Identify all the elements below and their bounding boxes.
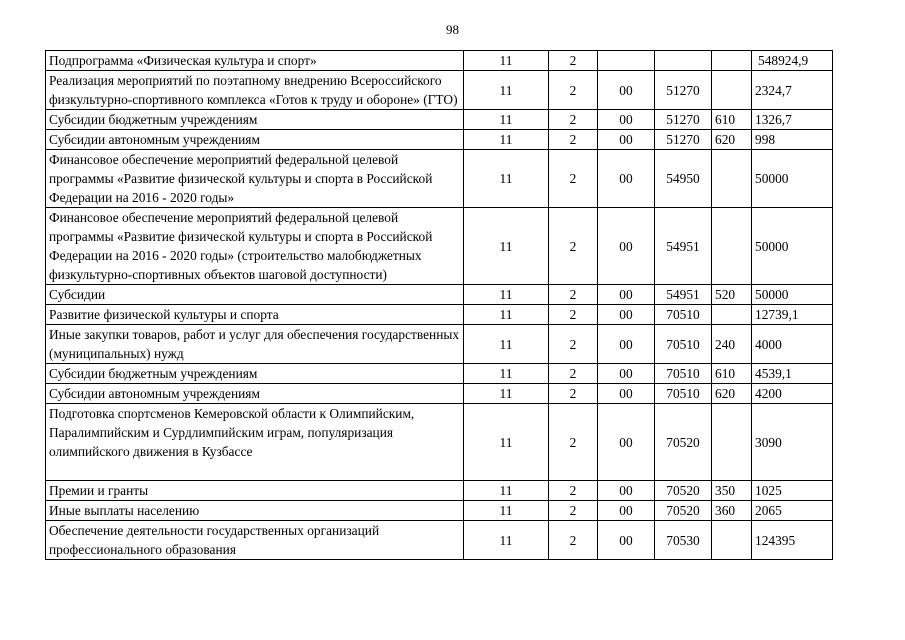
row-name: Иные закупки товаров, работ и услуг для обеспечения государственных (муниципальных) нужд [46, 325, 464, 364]
row-amount: 1326,7 [752, 110, 833, 130]
row-amount: 3090 [752, 404, 833, 481]
row-subsection: 2 [549, 305, 598, 325]
row-subsection: 2 [549, 110, 598, 130]
row-subsection: 2 [549, 325, 598, 364]
table-row [46, 384, 833, 404]
row-amount: 2065 [752, 501, 833, 521]
row-expense-type [712, 404, 752, 481]
row-subsection: 2 [549, 130, 598, 150]
row-amount: 4200 [752, 384, 833, 404]
row-amount: 124395 [752, 521, 833, 560]
row-program [598, 51, 655, 71]
row-program: 00 [598, 150, 655, 208]
row-direction: 70520 [655, 404, 712, 481]
row-direction: 51270 [655, 130, 712, 150]
row-expense-type: 610 [712, 364, 752, 384]
row-direction: 54951 [655, 285, 712, 305]
row-section: 11 [464, 384, 549, 404]
row-expense-type [712, 208, 752, 285]
row-name: Субсидии автономным учреждениям [46, 130, 464, 150]
row-amount: 4000 [752, 325, 833, 364]
row-name: Финансовое обеспечение мероприятий федеральной целевой программы «Развитие физической культуры и спорта в Российской Федерации на 2016 - 2020 годы» [46, 150, 464, 208]
row-section: 11 [464, 150, 549, 208]
table-row [46, 521, 833, 560]
row-section: 11 [464, 110, 549, 130]
row-amount: 998 [752, 130, 833, 150]
row-section: 11 [464, 521, 549, 560]
row-name: Субсидии бюджетным учреждениям [46, 110, 464, 130]
row-program: 00 [598, 364, 655, 384]
table-row [46, 364, 833, 384]
row-program: 00 [598, 130, 655, 150]
row-section: 11 [464, 501, 549, 521]
row-direction: 70510 [655, 384, 712, 404]
row-section: 11 [464, 71, 549, 110]
row-section: 11 [464, 481, 549, 501]
table-row [46, 150, 833, 208]
row-subsection: 2 [549, 285, 598, 305]
row-subsection: 2 [549, 71, 598, 110]
row-amount: 1025 [752, 481, 833, 501]
row-section: 11 [464, 364, 549, 384]
table-row [46, 51, 833, 71]
row-direction: 70530 [655, 521, 712, 560]
row-expense-type [712, 521, 752, 560]
row-section: 11 [464, 325, 549, 364]
row-program: 00 [598, 110, 655, 130]
row-subsection: 2 [549, 501, 598, 521]
page-number: 98 [446, 22, 459, 37]
row-program: 00 [598, 481, 655, 501]
row-amount: 12739,1 [752, 305, 833, 325]
row-amount: 50000 [752, 208, 833, 285]
table-body [46, 51, 833, 560]
row-program: 00 [598, 384, 655, 404]
row-direction: 54950 [655, 150, 712, 208]
row-expense-type [712, 71, 752, 110]
row-program: 00 [598, 521, 655, 560]
row-direction: 70520 [655, 501, 712, 521]
table-row [46, 130, 833, 150]
table-row [46, 285, 833, 305]
row-subsection: 2 [549, 384, 598, 404]
row-expense-type: 240 [712, 325, 752, 364]
row-section: 11 [464, 130, 549, 150]
row-expense-type [712, 150, 752, 208]
row-section: 11 [464, 404, 549, 481]
row-subsection: 2 [549, 208, 598, 285]
row-name: Обеспечение деятельности государственных организаций профессионального образования [46, 521, 464, 560]
row-direction: 54951 [655, 208, 712, 285]
row-expense-type [712, 305, 752, 325]
row-direction: 70520 [655, 481, 712, 501]
row-name: Подготовка спортсменов Кемеровской области к Олимпийским, Паралимпийским и Сурдлимпийским играм, популяризация олимпийского движения в Кузбассе [46, 404, 464, 481]
row-name: Подпрограмма «Физическая культура и спорт» [46, 51, 464, 71]
row-name: Премии и гранты [46, 481, 464, 501]
row-amount: 548924,9 [752, 51, 833, 71]
row-amount: 2324,7 [752, 71, 833, 110]
row-amount: 50000 [752, 285, 833, 305]
row-program: 00 [598, 501, 655, 521]
row-program: 00 [598, 285, 655, 305]
row-expense-type: 350 [712, 481, 752, 501]
row-subsection: 2 [549, 51, 598, 71]
row-section: 11 [464, 305, 549, 325]
table-row [46, 71, 833, 110]
row-expense-type: 620 [712, 130, 752, 150]
row-direction: 51270 [655, 110, 712, 130]
row-name: Субсидии бюджетным учреждениям [46, 364, 464, 384]
table-row [46, 305, 833, 325]
row-expense-type: 520 [712, 285, 752, 305]
row-direction [655, 51, 712, 71]
row-name: Субсидии автономным учреждениям [46, 384, 464, 404]
table-row [46, 208, 833, 285]
row-subsection: 2 [549, 150, 598, 208]
row-expense-type: 610 [712, 110, 752, 130]
table-row [46, 110, 833, 130]
table-row [46, 325, 833, 364]
row-subsection: 2 [549, 364, 598, 384]
row-expense-type [712, 51, 752, 71]
row-program: 00 [598, 305, 655, 325]
row-direction: 70510 [655, 305, 712, 325]
row-section: 11 [464, 51, 549, 71]
row-direction: 70510 [655, 325, 712, 364]
row-name: Иные выплаты населению [46, 501, 464, 521]
budget-table [45, 50, 833, 560]
row-name: Развитие физической культуры и спорта [46, 305, 464, 325]
row-expense-type: 360 [712, 501, 752, 521]
table-row [46, 481, 833, 501]
row-direction: 51270 [655, 71, 712, 110]
row-direction: 70510 [655, 364, 712, 384]
row-name: Субсидии [46, 285, 464, 305]
row-subsection: 2 [549, 481, 598, 501]
row-expense-type: 620 [712, 384, 752, 404]
row-name: Финансовое обеспечение мероприятий федеральной целевой программы «Развитие физической культуры и спорта в Российской Федерации на 2016 - 2020 годы» (строительство малобюджетных физкультурно-спортивных объектов шаговой доступности) [46, 208, 464, 285]
table-row [46, 501, 833, 521]
row-program: 00 [598, 325, 655, 364]
row-program: 00 [598, 71, 655, 110]
row-amount: 4539,1 [752, 364, 833, 384]
row-subsection: 2 [549, 404, 598, 481]
row-name: Реализация мероприятий по поэтапному внедрению Всероссийского физкультурно-спортивного комплекса «Готов к труду и обороне» (ГТО) [46, 71, 464, 110]
row-section: 11 [464, 285, 549, 305]
table-row [46, 404, 833, 481]
row-subsection: 2 [549, 521, 598, 560]
row-amount: 50000 [752, 150, 833, 208]
row-program: 00 [598, 208, 655, 285]
row-section: 11 [464, 208, 549, 285]
row-program: 00 [598, 404, 655, 481]
